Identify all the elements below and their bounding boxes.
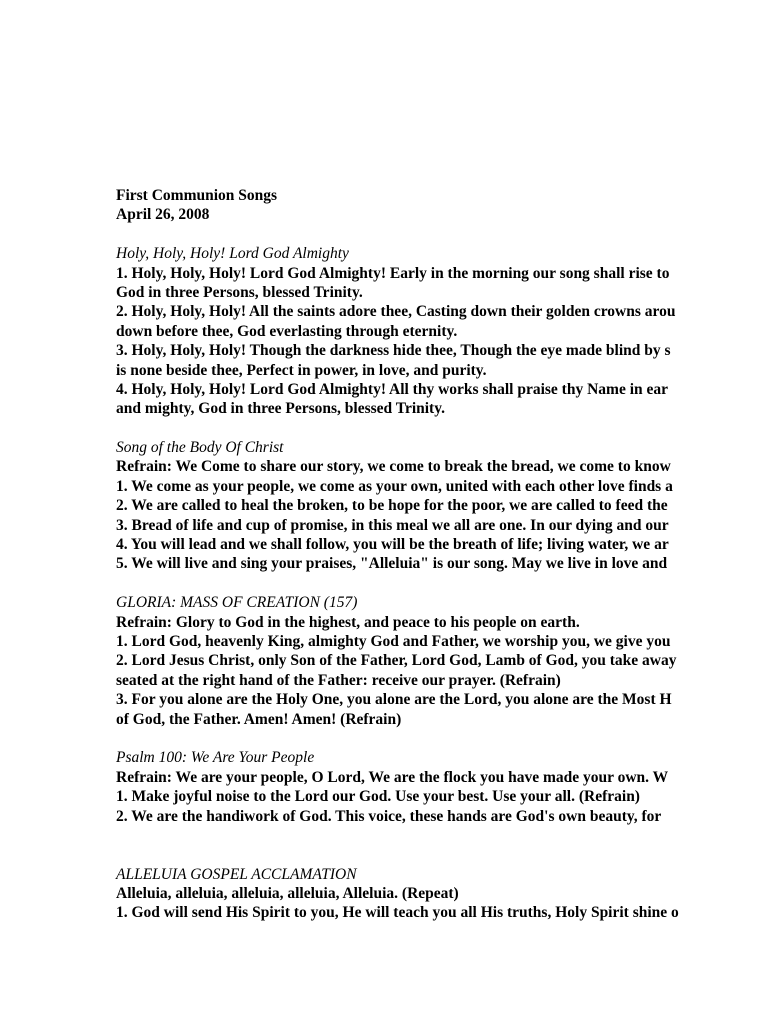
- verse-line: 1. God will send His Spirit to you, He will teach you all His truths, Holy Spirit shine o: [116, 904, 679, 922]
- song-section: [116, 244, 768, 419]
- verse-line: is none beside thee, Perfect in power, in love, and purity.: [116, 361, 487, 379]
- verse-line: 3. Holy, Holy, Holy! Though the darkness hide thee, Though the eye made blind by s: [116, 342, 671, 360]
- verse-line: of God, the Father. Amen! Amen! (Refrain): [116, 710, 402, 728]
- song-section: [116, 865, 768, 923]
- verse-line: 5. We will live and sing your praises, "Alleluia" is our song. May we live in love and: [116, 555, 668, 573]
- verse-line: down before thee, God everlasting through eternity.: [116, 322, 458, 340]
- verse-line: 1. Make joyful noise to the Lord our God. Use your best. Use your all. (Refrain): [116, 788, 640, 806]
- song-sheet: [116, 186, 768, 923]
- verse-line: 1. We come as your people, we come as your own, united with each other love finds a: [116, 477, 673, 495]
- verse-line: 4. Holy, Holy, Holy! Lord God Almighty! All thy works shall praise thy Name in ear: [116, 380, 669, 398]
- verse-line: 1. Lord God, heavenly King, almighty God and Father, we worship you, we give you: [116, 632, 671, 650]
- verse-line: Refrain: We Come to share our story, we come to break the bread, we come to know: [116, 458, 671, 476]
- song-title: Psalm 100: We Are Your People: [116, 749, 315, 767]
- document-title: First Communion Songs: [116, 187, 278, 204]
- verse-line: 2. Holy, Holy, Holy! All the saints adore thee, Casting down their golden crowns arou: [116, 303, 676, 321]
- verse-line: 2. We are the handiwork of God. This voice, these hands are God's own beauty, for: [116, 807, 662, 825]
- verse-line: Refrain: Glory to God in the highest, and peace to his people on earth.: [116, 613, 580, 631]
- song-title: Song of the Body Of Christ: [116, 439, 284, 457]
- song-title: GLORIA: MASS OF CREATION (157): [116, 594, 358, 612]
- song-title: ALLELUIA GOSPEL ACCLAMATION: [116, 865, 357, 883]
- document-date: April 26, 2008: [116, 206, 210, 224]
- verse-line: Refrain: We are your people, O Lord, We are the flock you have made your own. W: [116, 768, 669, 786]
- verse-line: God in three Persons, blessed Trinity.: [116, 283, 363, 301]
- verse-line: 1. Holy, Holy, Holy! Lord God Almighty! Early in the morning our song shall rise to: [116, 264, 670, 282]
- verse-line: and mighty, God in three Persons, blessed Trinity.: [116, 400, 445, 418]
- song-section: [116, 748, 768, 826]
- verse-line: Alleluia, alleluia, alleluia, alleluia, Alleluia. (Repeat): [116, 885, 459, 903]
- song-section: [116, 438, 768, 574]
- song-section: [116, 593, 768, 729]
- verse-line: seated at the right hand of the Father: receive our prayer. (Refrain): [116, 671, 561, 689]
- song-title: Holy, Holy, Holy! Lord God Almighty: [116, 245, 349, 263]
- verse-line: 3. Bread of life and cup of promise, in this meal we all are one. In our dying and our: [116, 516, 669, 534]
- verse-line: 4. You will lead and we shall follow, you will be the breath of life; living water, we ar: [116, 536, 669, 554]
- verse-line: 2. We are called to heal the broken, to be hope for the poor, we are called to feed the: [116, 497, 668, 515]
- verse-line: 2. Lord Jesus Christ, only Son of the Father, Lord God, Lamb of God, you take away: [116, 652, 677, 670]
- verse-line: 3. For you alone are the Holy One, you alone are the Lord, you alone are the Most H: [116, 691, 672, 709]
